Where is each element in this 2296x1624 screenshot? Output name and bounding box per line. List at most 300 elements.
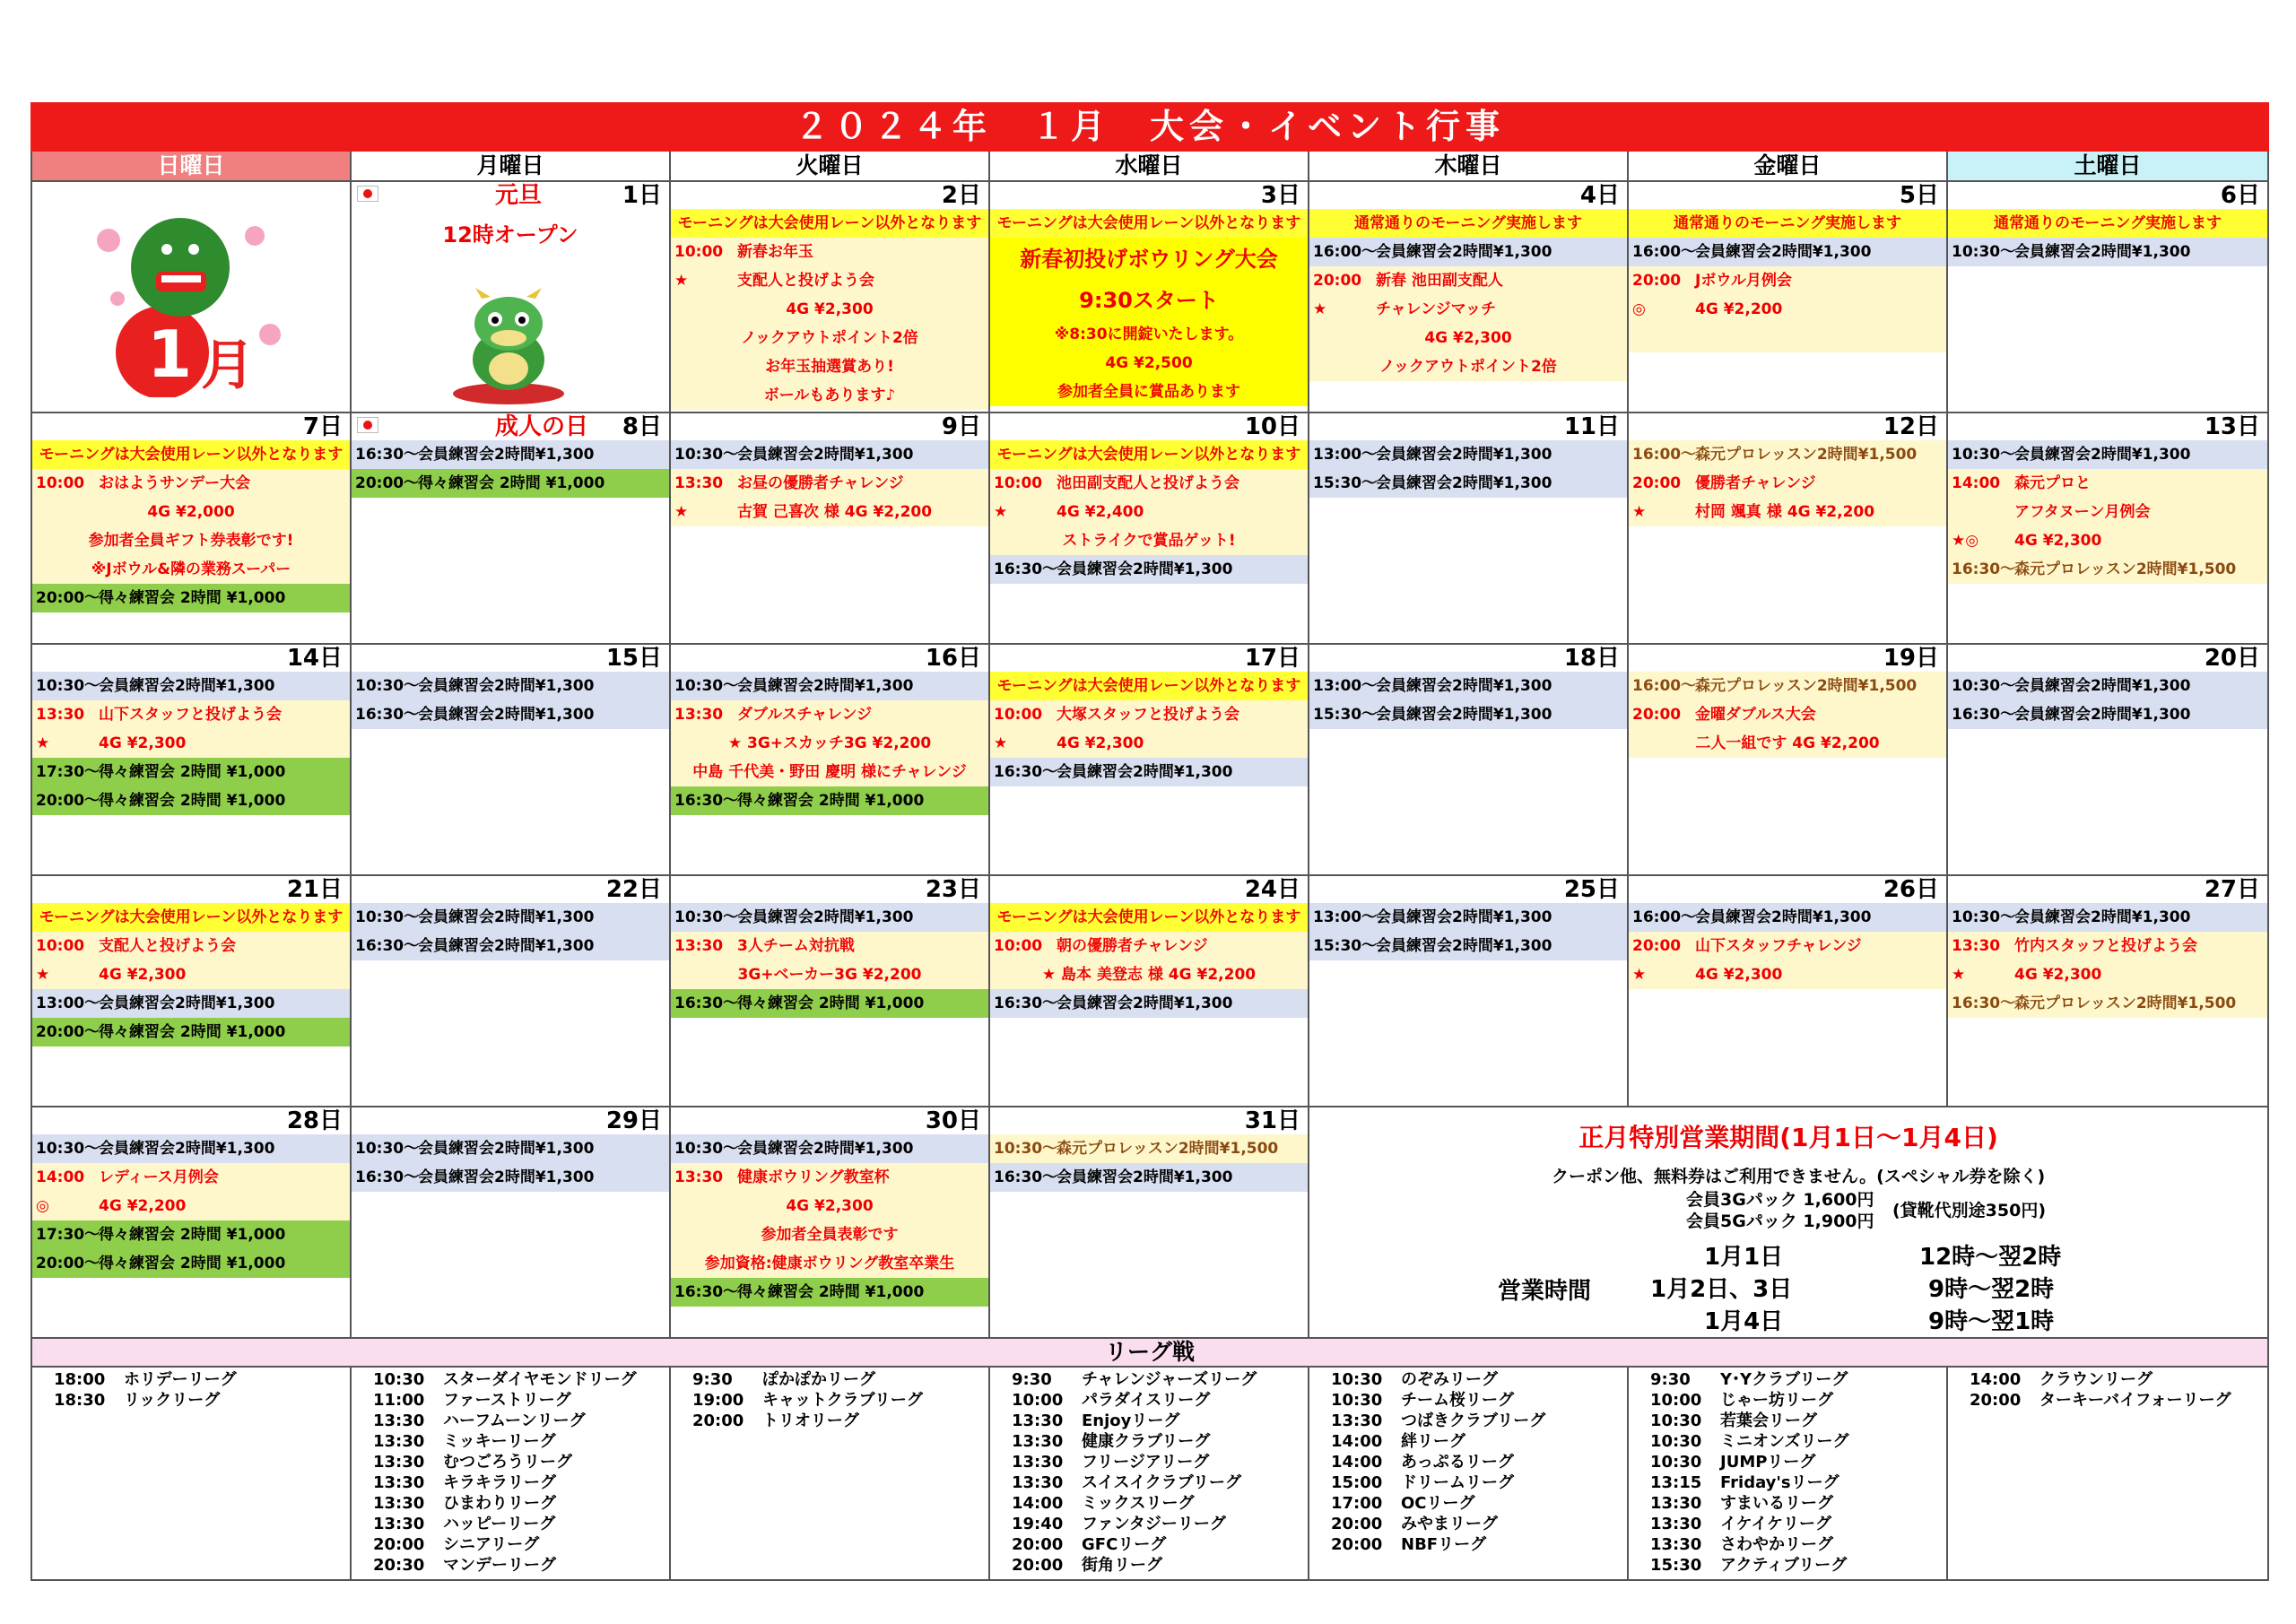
event-text: 得々練習会 2時間 ¥1,000 [99,1023,286,1041]
league-row [1629,1452,1946,1472]
event-line [1309,440,1627,469]
event-line [671,786,988,815]
event-line [1309,295,1627,324]
event-text: 参加者全員表彰です [761,1226,899,1244]
event-line [352,1163,669,1192]
day-number: 28日 [286,1107,343,1134]
day-cell [1309,413,1629,643]
event-line [352,440,669,469]
event-text: 通常通りのモーニング実施します [1354,214,1582,232]
event-line [1309,238,1627,266]
event-text: 新春初投げボウリング大会 [1020,247,1278,272]
event-text: ノックアウトポイント2倍 [1379,358,1557,376]
event-line [32,1018,350,1046]
event-time: ★ [1952,966,1966,984]
event-text: モーニングは大会使用レーン以外となります [996,214,1301,232]
event-time: 10:30～ [1952,446,2016,464]
league-name: フリージアリーグ [1082,1453,1210,1472]
event-line [990,469,1308,498]
event-text: 新春お年玉 [737,243,813,261]
special-text: クーポン他、無料券はご利用できません。(スペシャル券を除く) [1552,1167,2046,1186]
event-line [1629,903,1946,932]
day-number: 30日 [925,1107,981,1134]
weekday-header-2: 火曜日 [671,152,990,180]
event-time: 20:00 [1632,937,1682,955]
event-text: 会員練習会2時間¥1,300 [418,677,595,695]
event-line [32,1220,350,1249]
event-time: 13:00～ [1313,908,1378,926]
event-time: 10:30～ [355,677,420,695]
calendar-sheet [30,102,2269,1576]
event-line [671,266,988,295]
event-text: 二人一組です 4G ¥2,200 [1695,734,1880,752]
event-time: 16:00～ [1313,243,1378,261]
event-line [1309,266,1627,295]
event-text: 4G ¥2,300 [99,734,187,752]
league-row [1948,1390,2267,1411]
event-line [671,1220,988,1249]
day-cell [990,182,1309,412]
league-row [990,1411,1308,1431]
league-row [1309,1390,1627,1411]
event-text: アフタヌーン月例会 [2014,503,2151,521]
league-row [352,1369,669,1390]
league-row [352,1452,669,1472]
event-time: 15:30～ [1313,706,1378,724]
league-time: 20:30 [373,1556,425,1575]
event-text: ★ 3G+スカッチ3G ¥2,200 [727,734,932,752]
league-time: 19:00 [692,1391,744,1410]
event-text: 会員練習会2時間¥1,300 [1695,908,1872,926]
event-line [352,1134,669,1163]
event-line [671,1134,988,1163]
league-time: 17:00 [1331,1494,1383,1513]
event-text: 4G ¥2,400 [1057,503,1144,521]
event-text: 支配人と投げよう会 [99,937,236,955]
event-line [990,1134,1308,1163]
event-time: 20:00 [1632,272,1682,290]
day-cell [1629,876,1948,1106]
holiday-name: 元旦 [495,182,543,209]
league-time: 19:40 [1012,1515,1064,1533]
event-text: 会員練習会2時間¥1,300 [99,677,275,695]
league-column-2 [671,1368,990,1579]
event-time: 13:00～ [1313,677,1378,695]
event-text: 古賀 己喜次 様 4G ¥2,200 [737,503,933,521]
league-time: 10:30 [1331,1370,1383,1389]
league-time: 13:30 [1331,1411,1383,1430]
svg-text:1: 1 [147,317,193,392]
league-row [32,1369,350,1390]
league-row [1629,1472,1946,1493]
day-number: 11日 [1563,413,1620,440]
event-line [990,960,1308,989]
special-text: 9時～翌2時 [1928,1276,2055,1303]
weekday-header-1: 月曜日 [352,152,671,180]
event-text: 得々練習会 2時間 ¥1,000 [737,792,925,810]
event-line [1309,932,1627,960]
day-cell [352,876,671,1106]
day-number: 3日 [1260,182,1300,209]
league-name: ミックスリーグ [1082,1494,1195,1513]
event-text: 会員練習会2時間¥1,300 [1376,446,1552,464]
event-line [671,352,988,381]
league-row [1629,1493,1946,1514]
event-line [32,672,350,700]
day-number: 18日 [1563,645,1620,672]
event-text: 森元プロレッスン2時間¥1,500 [1695,446,1918,464]
event-time: 14:00 [36,1168,85,1186]
special-text: 営業時間 [1498,1278,1592,1305]
event-text: 4G ¥2,200 [1695,300,1783,318]
event-text: 会員練習会2時間¥1,300 [418,908,595,926]
event-text: モーニングは大会使用レーン以外となります [39,908,344,926]
event-text: 会員練習会2時間¥1,300 [418,937,595,955]
league-name: ファンタジーリーグ [1082,1515,1226,1533]
event-line [32,989,350,1018]
event-text: 会員練習会2時間¥1,300 [1376,908,1552,926]
special-text: 9時～翌1時 [1928,1308,2055,1335]
event-line [1629,266,1946,295]
event-line [990,903,1308,932]
event-line [990,320,1308,349]
event-text: 4G ¥2,300 [786,300,874,318]
event-text: 4G ¥2,000 [147,503,235,521]
week-row-1 [32,413,2267,645]
league-time: 10:00 [1012,1391,1064,1410]
event-line [671,238,988,266]
event-time: ★◎ [1952,532,1979,550]
league-name: ひまわりリーグ [443,1494,556,1513]
league-row [1309,1534,1627,1555]
event-text: ※Jボウル&隣の業務スーパー [91,560,291,578]
event-line [990,672,1308,700]
league-time: 14:00 [1012,1494,1064,1513]
day-number: 14日 [286,645,343,672]
league-row [1948,1369,2267,1390]
event-time: ★ [36,734,50,752]
league-time: 9:30 [692,1370,733,1389]
event-text: ノックアウトポイント2倍 [741,329,918,347]
event-text: 会員練習会2時間¥1,300 [2014,706,2191,724]
league-name: チャレンジャーズリーグ [1082,1370,1257,1389]
league-name: OCリーグ [1401,1494,1475,1513]
event-line [671,989,988,1018]
league-row [990,1369,1308,1390]
weekday-header-3: 水曜日 [990,152,1309,180]
event-time: 16:30～ [994,560,1058,578]
league-time: 13:30 [1012,1411,1064,1430]
event-line [671,209,988,238]
day-cell [32,182,352,412]
event-text: 会員練習会2時間¥1,300 [1057,1168,1233,1186]
league-row [990,1472,1308,1493]
league-time: 18:00 [54,1370,106,1389]
event-line [32,1134,350,1163]
league-row [352,1555,669,1576]
league-time: 10:30 [373,1370,425,1389]
league-time: 20:00 [1970,1391,2022,1410]
league-row [352,1411,669,1431]
event-line [1629,672,1946,700]
day-number: 22日 [605,876,662,903]
event-text: 4G ¥2,300 [2014,966,2102,984]
event-time: ★ [36,966,50,984]
day-number: 2日 [941,182,981,209]
league-name: ファーストリーグ [443,1391,571,1410]
event-text: 会員練習会2時間¥1,300 [418,1168,595,1186]
event-line [1948,932,2267,960]
event-text: 9:30スタート [1079,288,1219,313]
event-time: 20:00～ [36,1255,100,1272]
event-text: 得々練習会 2時間 ¥1,000 [737,1283,925,1301]
event-time: 20:00 [1313,272,1362,290]
league-time: 13:30 [1012,1473,1064,1492]
day-number: 15日 [605,645,662,672]
event-line [671,903,988,932]
event-text: 中島 千代美・野田 慶明 様にチャレンジ [692,763,967,781]
event-text: 得々練習会 2時間 ¥1,000 [737,994,925,1012]
day-cell [990,645,1309,874]
event-time: 10:30～ [1952,243,2016,261]
event-text: 会員練習会2時間¥1,300 [737,677,914,695]
event-text: 会員練習会2時間¥1,300 [99,1140,275,1158]
event-text: 森元プロと [2014,474,2091,492]
event-line [32,555,350,584]
event-text: 池田副支配人と投げよう会 [1057,474,1239,492]
league-row [352,1514,669,1534]
event-line [1629,324,1946,352]
day-cell [1629,645,1948,874]
league-name: チーム桜リーグ [1401,1391,1514,1410]
event-time: 16:30～ [355,706,420,724]
day-number: 12日 [1883,413,1939,440]
day-cell [1309,645,1629,874]
event-text: 会員練習会2時間¥1,300 [418,1140,595,1158]
event-time: ★ [674,272,689,290]
event-line [990,378,1308,406]
league-name: すまいるリーグ [1720,1494,1833,1513]
event-line [671,758,988,786]
league-name: ターキーバイフォーリーグ [2039,1391,2231,1410]
event-line [32,1192,350,1220]
league-row [990,1452,1308,1472]
event-line [990,1163,1308,1192]
league-name: NBFリーグ [1401,1535,1487,1554]
day-cell [1948,182,2267,412]
league-name: ハーフムーンリーグ [443,1411,586,1430]
league-name: ぽかぽかリーグ [762,1370,875,1389]
event-time: 13:30 [674,706,724,724]
day-number: 4日 [1579,182,1620,209]
event-text: 会員練習会2時間¥1,300 [1376,706,1552,724]
day-number: 29日 [605,1107,662,1134]
league-row [671,1411,988,1431]
event-time: ★ [1313,300,1327,318]
event-line [1629,295,1946,324]
league-row [1629,1390,1946,1411]
event-text: 村岡 颯真 様 4G ¥2,200 [1695,503,1875,521]
league-name: ミッキーリーグ [443,1432,556,1451]
event-time: ★ [994,503,1008,521]
league-row [1629,1514,1946,1534]
event-time: ★ [674,503,689,521]
event-line [32,758,350,786]
event-line [1629,209,1946,238]
event-text: 12時オープン [442,222,578,248]
event-text: 新春 池田副支配人 [1376,272,1503,290]
event-line [1948,440,2267,469]
league-time: 13:30 [1012,1432,1064,1451]
event-time: 16:00～ [1632,908,1697,926]
event-text: 会員練習会2時間¥1,300 [99,994,275,1012]
special-text: 正月特別営業期間(1月1日～1月4日) [1578,1123,1998,1152]
event-line [671,1192,988,1220]
event-line [990,238,1308,281]
league-row [352,1493,669,1514]
event-time: ★ [1632,503,1647,521]
league-name: スターダイヤモンドリーグ [443,1370,637,1389]
week-row-2 [32,645,2267,876]
day-number: 8日 [622,413,662,440]
league-time: 10:30 [1650,1411,1702,1430]
event-text: 参加者全員ギフト券表彰です! [88,532,294,550]
league-name: 絆リーグ [1401,1432,1465,1451]
league-name: 健康クラブリーグ [1082,1432,1211,1451]
event-text: チャレンジマッチ [1376,300,1496,318]
special-text: 12時～翌2時 [1919,1244,2062,1271]
event-text: 健康ボウリング教室杯 [737,1168,890,1186]
event-text: 4G ¥2,300 [1057,734,1144,752]
event-line [1948,700,2267,729]
event-text: 会員練習会2時間¥1,300 [737,1140,914,1158]
weeks-container [32,182,2267,1339]
day-cell [990,413,1309,643]
event-time: 10:30～ [355,1140,420,1158]
event-line [990,440,1308,469]
event-line [32,1163,350,1192]
day-cell [671,645,990,874]
event-time: 10:30～ [994,1140,1058,1158]
weekday-header-6: 土曜日 [1948,152,2267,180]
event-text: 通常通りのモーニング実施します [1994,214,2222,232]
league-column-0 [32,1368,352,1579]
event-line [32,700,350,729]
day-cell [1948,645,2267,874]
event-time: 16:30～ [674,792,739,810]
week-row-3 [32,876,2267,1107]
event-line [352,672,669,700]
event-text: 4G ¥2,500 [1105,354,1193,372]
event-text: 会員練習会2時間¥1,300 [1057,994,1233,1012]
event-time: 20:00～ [36,792,100,810]
league-column-1 [352,1368,671,1579]
day-cell [1309,876,1629,1106]
weekday-header-row [32,152,2267,182]
event-line [1309,903,1627,932]
event-time: ◎ [1632,300,1646,318]
special-text: (貸靴代別途350円) [1892,1201,2047,1220]
calendar-grid [30,152,2269,1581]
event-time: 16:30～ [674,994,739,1012]
league-time: 13:30 [373,1453,425,1472]
event-line [32,526,350,555]
event-line [671,729,988,758]
league-table [32,1368,2267,1579]
league-row [671,1390,988,1411]
event-line [671,672,988,700]
event-text: 森元プロレッスン2時間¥1,500 [1057,1140,1279,1158]
event-text: 森元プロレッスン2時間¥1,500 [1695,677,1918,695]
day-cell [32,413,352,643]
event-time: 10:30～ [36,677,100,695]
event-text: 4G ¥2,300 [2014,532,2102,550]
league-row [990,1431,1308,1452]
weekday-header-5: 金曜日 [1629,152,1948,180]
league-time: 13:30 [373,1473,425,1492]
event-text: 4G ¥2,300 [786,1197,874,1215]
event-time: 10:30～ [674,1140,739,1158]
event-time: 13:30 [674,937,724,955]
event-text: モーニングは大会使用レーン以外となります [39,446,344,464]
event-text: 金曜ダブルス大会 [1695,706,1816,724]
event-line [1629,729,1946,758]
league-column-4 [1309,1368,1629,1579]
event-time: 16:00～ [1632,243,1697,261]
league-row [990,1493,1308,1514]
event-text: 3G+ベーカー3G ¥2,200 [737,966,922,984]
event-line [671,498,988,526]
event-time: 13:30 [674,1168,724,1186]
event-time: 16:30～ [355,446,420,464]
league-time: 15:30 [1650,1556,1702,1575]
event-time: 16:00～ [1632,446,1697,464]
event-text: 会員練習会2時間¥1,300 [737,446,914,464]
league-name: さわやかリーグ [1720,1535,1833,1554]
event-time: 10:30～ [36,1140,100,1158]
event-time: 13:30 [36,706,85,724]
event-text: 会員練習会2時間¥1,300 [2014,243,2191,261]
league-name: クラウンリーグ [2039,1370,2152,1389]
event-text: 会員練習会2時間¥1,300 [2014,677,2191,695]
week-row-0 [32,182,2267,413]
event-time: 10:30～ [1952,908,2016,926]
league-name: 若葉会リーグ [1720,1411,1817,1430]
event-text: 会員練習会2時間¥1,300 [737,908,914,926]
event-time: 13:00～ [36,994,100,1012]
league-time: 10:30 [1650,1432,1702,1451]
event-time: 16:30～ [994,1168,1058,1186]
day-cell [671,1107,990,1337]
event-text: 会員練習会2時間¥1,300 [1057,763,1233,781]
event-text: 得々練習会 2時間 ¥1,000 [418,474,605,492]
event-time: 13:00～ [1313,446,1378,464]
league-row [1309,1472,1627,1493]
event-text: 優勝者チャレンジ [1695,474,1816,492]
league-name: スイスイクラブリーグ [1082,1473,1242,1492]
event-line [1629,932,1946,960]
event-text: 竹内スタッフと投げよう会 [2014,937,2197,955]
league-time: 11:00 [373,1391,425,1410]
league-name: のぞみリーグ [1401,1370,1498,1389]
day-cell [352,645,671,874]
day-number: 1日 [622,182,662,209]
day-number: 20日 [2204,645,2260,672]
league-name: JUMPリーグ [1720,1453,1816,1472]
event-text: 得々練習会 2時間 ¥1,000 [99,763,286,781]
event-line [352,209,669,261]
league-header: リーグ戦 [32,1339,2267,1368]
